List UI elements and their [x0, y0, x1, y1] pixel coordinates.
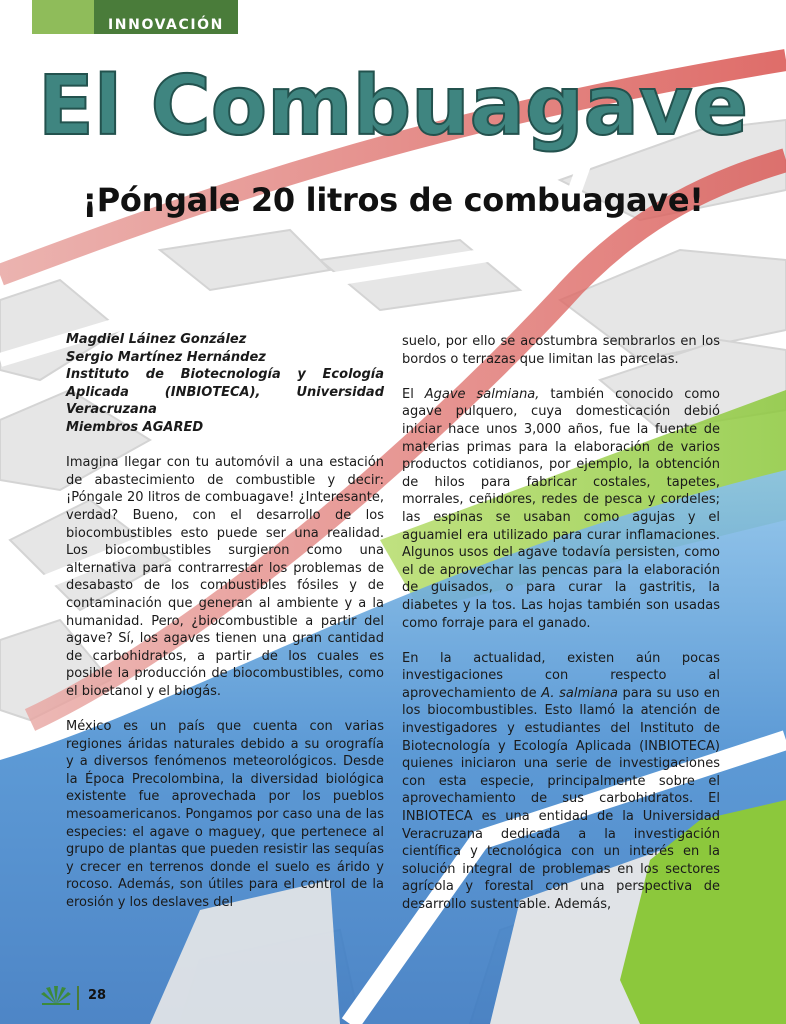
article-subtitle: ¡Póngale 20 litros de combuagave! — [82, 181, 704, 219]
body-paragraph: México es un país que cuenta con varias regiones áridas naturales debido a su orografía y a diversos fenómenos meteorológicos. Desde la Época Precolombina, la diversidad biológica existente fue aprovechada por los pueblos mesoamericanos. Pongamos por caso una de las especies: el agave o maguey, que pertenece al grupo de plantas que pueden resistir las sequías y crecer en terrenos donde el suelo es árido y rocoso. Además, son útiles para el control de la erosión y los deslaves del — [66, 719, 384, 910]
author-affiliation: Instituto de Biotecnología y Ecología Aplicada (INBIOTECA), Universidad Veracruzana — [66, 367, 384, 418]
section-label: INNOVACIÓN — [108, 17, 224, 33]
footer-divider — [77, 986, 79, 1010]
body-paragraph — [402, 386, 720, 632]
body-paragraph — [402, 650, 720, 914]
right-column — [402, 333, 720, 931]
author-block — [66, 331, 384, 437]
left-column — [66, 331, 384, 929]
author-membership: Miembros AGARED — [66, 419, 204, 435]
article-title: El Combuagave — [37, 59, 749, 154]
species-name: A. salmiana — [541, 685, 618, 701]
text-run: El — [402, 386, 425, 402]
author-name: Magdiel Láinez González — [66, 332, 247, 347]
text-run: para su uso en los biocombustibles. Esto llamó la atención de investigadores y estudiantes del Instituto de Biotecnología y Ecología Aplicada (INBIOTECA) quienes iniciaron una serie de investigaciones con esta especie, principalmente sobre el aprovechamiento de sus carbohidratos. El INBIOTECA es una entidad de la Universidad Veracruzana dedicada a la investigación científica y tecnológica con un interés en la solución integral de problemas en los sectores agrícola y forestal con una perspectiva de desarrollo sustentable. Además, — [402, 685, 720, 912]
author-name: Sergio Martínez Hernández — [66, 349, 266, 365]
page-number: 28 — [88, 988, 107, 1003]
text-run: también conocido como agave pulquero, cuya domesticación debió iniciar hace unos 3,000 años, fue la fuente de materias primas para la elaboración de varios productos cotidianos, por ejemplo, la obtención de hilos para fabricar costales, tapetes, morrales, ceñidores, redes de pesca y cordeles; las espinas se usaban como agujas y el aguamiel era utilizado para curar inflamaciones. Algunos usos del agave todavía persisten, como el de aprovechar las pencas para la elaboración de guisados, o para curar la gastritis, la diabetes y la tos. Las hojas también son usadas como forraje para el ganado. — [402, 386, 720, 631]
body-paragraph: Imagina llegar con tu automóvil a una estación de abastecimiento de combustible y decir: ¡Póngale 20 litros de combuagave! ¿Interesante, verdad? Bueno, con el desarrollo de los biocombustibles esto puede ser una realidad. Los biocombustibles surgieron como una alternativa para contrarrestar los problemas de desabasto de los combustibles fósiles y de contaminación que generan al ambiente y a la humanidad. Pero, ¿biocombustible a partir del agave? Sí, los agaves tienen una gran cantidad de carbohidratos, a partir de los cuales es posible la producción de biocombustibles, como el bioetanol y el biogás. — [66, 455, 384, 699]
text-run: En la actualidad, existen aún pocas investigaciones con respecto al aprovechamiento de — [402, 650, 720, 701]
species-name: Agave salmiana, — [424, 386, 540, 402]
body-paragraph: suelo, por ello se acostumbra sembrarlos en los bordos o terrazas que limitan las parcelas. — [402, 334, 720, 367]
agave-logo-icon — [40, 982, 72, 1006]
